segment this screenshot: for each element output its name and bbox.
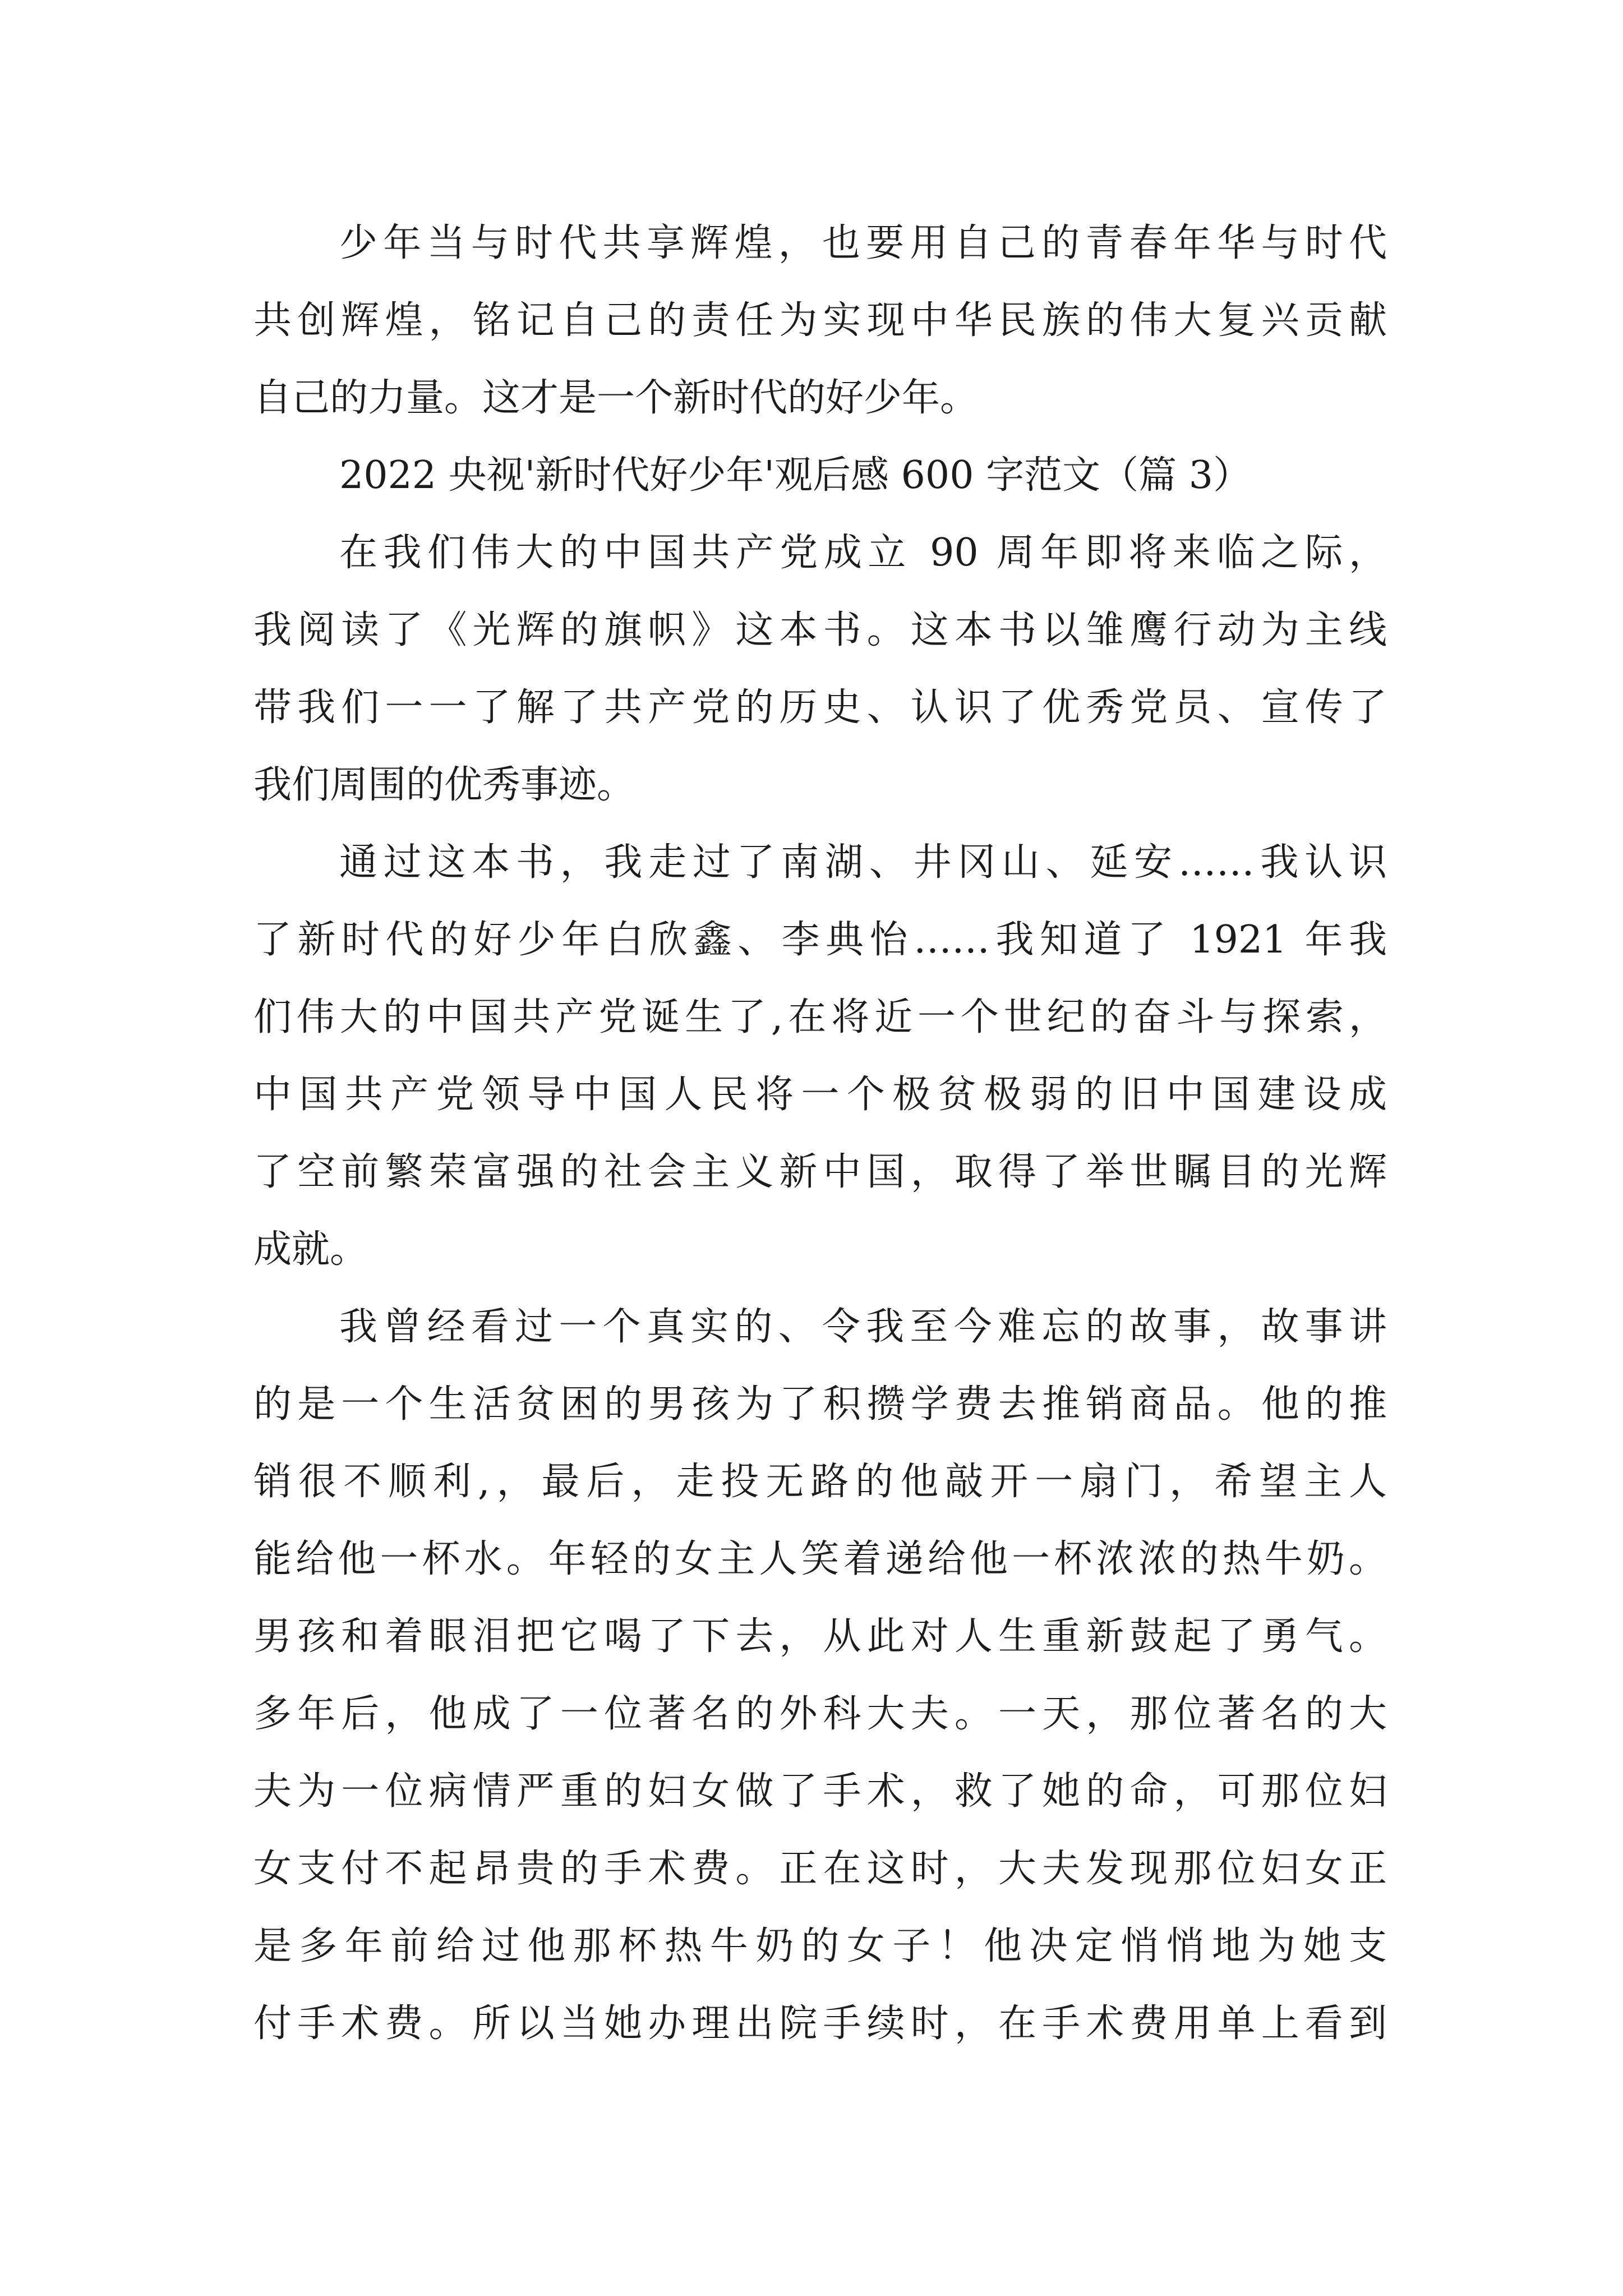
text-line: 在我们伟大的中国共产党成立 90 周年即将来临之际， [339,531,1387,575]
text-line: 共创辉煌，铭记自己的责任为实现中华民族的伟大复兴贡献 [253,298,1387,343]
paragraph [253,205,1387,437]
text-line: 自己的力量。这才是一个新时代的好少年。 [253,376,979,420]
text-line: 了新时代的好少年白欣鑫、李典怡……我知道了 1921 年我 [253,918,1387,962]
text-line: 们伟大的中国共产党诞生了,在将近一个世纪的奋斗与探索， [253,995,1387,1039]
text-line: 销很不顺利,，最后，走投无路的他敲开一扇门，希望主人 [253,1460,1387,1504]
text-line: 付手术费。所以当她办理出院手续时，在手术费用单上看到 [253,2001,1387,2046]
text-line: 带我们一一了解了共产党的历史、认识了优秀党员、宣传了 [253,685,1387,730]
text-line: 是多年前给过他那杯热牛奶的女子！他决定悄悄地为她支 [253,1924,1387,1968]
paragraph [253,1289,1387,2063]
text-line: 男孩和着眼泪把它喝了下去，从此对人生重新鼓起了勇气。 [253,1614,1387,1659]
text-line: 我曾经看过一个真实的、令我至今难忘的故事，故事讲 [339,1305,1387,1349]
heading-line: 2022 央视'新时代好少年'观后感 600 字范文（篇 3） [339,453,1251,498]
text-line: 少年当与时代共享辉煌，也要用自己的青春年华与时代 [339,221,1387,265]
text-line: 多年后，他成了一位著名的外科大夫。一天，那位著名的大 [253,1692,1387,1736]
section-heading [253,437,1387,514]
text-line: 夫为一位病情严重的妇女做了手术，救了她的命，可那位妇 [253,1769,1387,1814]
text-line: 我阅读了《光辉的旗帜》这本书。这本书以雏鹰行动为主线 [253,608,1387,652]
text-line: 我们周围的优秀事迹。 [253,763,635,807]
paragraph [253,824,1387,1289]
text-line: 女支付不起昂贵的手术费。正在这时，大夫发现那位妇女正 [253,1847,1387,1891]
text-line: 能给他一杯水。年轻的女主人笑着递给他一杯浓浓的热牛奶。 [253,1537,1387,1581]
text-line: 的是一个生活贫困的男孩为了积攒学费去推销商品。他的推 [253,1382,1387,1427]
text-line: 通过这本书，我走过了南湖、井冈山、延安……我认识 [339,840,1387,885]
text-line: 中国共产党领导中国人民将一个极贫极弱的旧中国建设成 [253,1073,1387,1117]
text-line: 成就。 [253,1227,368,1272]
paragraph [253,514,1387,824]
text-line: 了空前繁荣富强的社会主义新中国，取得了举世瞩目的光辉 [253,1150,1387,1194]
document-body [253,205,1387,2063]
